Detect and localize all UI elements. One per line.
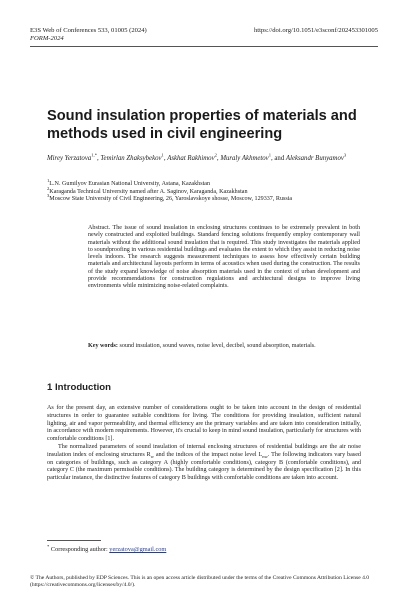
author-separator: , and	[271, 155, 286, 162]
affiliation-marker: 1	[47, 178, 50, 183]
body-text	[47, 405, 361, 483]
author-separator: ,	[97, 155, 101, 162]
footnote-label: Corresponding author:	[49, 546, 110, 553]
affiliation-text: Moscow State University of Civil Engineering, 26, Yaroslavskoye shosse, Moscow, 129337, Russia	[49, 196, 293, 203]
footnote-divider	[47, 540, 101, 541]
email-link[interactable]: yerzatova@gmail.com	[109, 546, 167, 553]
affiliation-list	[47, 178, 377, 204]
author-list	[47, 154, 377, 164]
author-name: Askhat Rakhimov	[167, 155, 215, 162]
conference-name: FORM-2024	[30, 35, 64, 42]
keywords-text: sound insulation, sound waves, noise level, decibel, sound absorption, materials.	[119, 343, 316, 349]
affiliation-marker: 2	[47, 185, 50, 191]
author-separator: ,	[163, 155, 168, 162]
doi-link[interactable]: https://doi.org/10.1051/e3sconf/202453301005	[253, 27, 378, 34]
paragraph: As for the present day, an extensive number of considerations ought to be taken into account in the design of residential structures in order to guarantee suitable conditions for living. The conditions for providing insulation, sufficient natural lighting, air and vapor permeability, and thermal efficiency are the primary variables and are taken into consideration initially, in accordance with modern requirements. However, it's crucial to keep in mind sound insulation, particularly for structures with comfortable conditions [1].	[47, 405, 361, 443]
paragraph-text: and the indices of the impact noise level L	[153, 451, 263, 458]
keywords-label: Key words:	[88, 343, 118, 349]
author-name: Mirey Yerzatova	[47, 155, 92, 162]
author-name: Temirlan Zhaksybekov	[100, 155, 162, 162]
header-divider	[30, 46, 378, 47]
affiliation-marker: 3	[47, 193, 50, 199]
paragraph-text: The normalized parameters of sound insulation of internal enclosing structures of residential buildings are the air noise insulation index of enclosing structures R	[47, 443, 361, 458]
paper-title: Sound insulation properties of materials and methods used in civil engineering	[47, 108, 357, 142]
paragraph	[47, 444, 361, 483]
affiliation-text: L.N. Gumilyov Eurasian National University, Astana, Kazakhstan	[49, 181, 211, 188]
affiliation	[47, 178, 377, 189]
journal-citation: E3S Web of Conferences 533, 01005 (2024)	[30, 27, 147, 34]
keywords	[88, 343, 360, 350]
paragraph-text: . The following indicators vary based on categories of buildings, such as category A (highly comfortable conditions), category B (comfortable conditions), and category C (the maximum permissible conditions). The building category is determined by the design specification [2]. In this particular instance, the distinctive features of category B buildings with comfortable conditions are taken into account.	[47, 451, 361, 482]
author-affil-marker: 1	[161, 152, 164, 158]
license-notice: © The Authors, published by EDP Sciences. This is an open access article distributed under the terms of the Creative Commons Attribution License 4.0 (https://creativecommons.org/licenses/by/4.0/).	[30, 575, 370, 589]
running-header	[30, 27, 147, 43]
abstract: Abstract. The issue of sound insulation in enclosing structures continues to be extremely prevalent in both newly constructed and exploited buildings. Standard fencing solutions frequently employ contemporary wall materials without the additional sound insulation that is required. This study investigates the materials applied to soundproofing in various residential buildings and evaluates the extent to which they assist in reducing noise levels indoors. The research suggests measurement techniques to assess how effectively certain building materials and architectural layouts perform in terms of acoustics when used during the construction. The results of the study expand knowledge of noise absorption materials used in the context of urban development and provide recommendations for construction regulations and architectural designs to improve living environments while minimizing noise-related complaints.	[88, 225, 360, 289]
subscript: nw	[262, 454, 268, 459]
author-name: Aleksandr Bunyamov	[285, 155, 344, 162]
footnote	[47, 543, 167, 553]
subscript: w	[150, 454, 154, 459]
author-affil-marker: 2	[214, 152, 217, 158]
author-affil-marker: 3	[343, 152, 347, 158]
section-heading: 1 Introduction	[47, 382, 111, 393]
affiliation	[47, 193, 377, 204]
author-name: Muraly Akhmetov	[220, 155, 269, 162]
affiliation-text: Karaganda Technical University named after A. Saginov, Karaganda, Kazakhstan	[49, 188, 248, 195]
author-separator: ,	[216, 155, 221, 162]
footnote-marker: *	[47, 543, 50, 549]
author-affil-marker: 1,*	[91, 152, 97, 158]
author-affil-marker: 1	[268, 152, 271, 158]
